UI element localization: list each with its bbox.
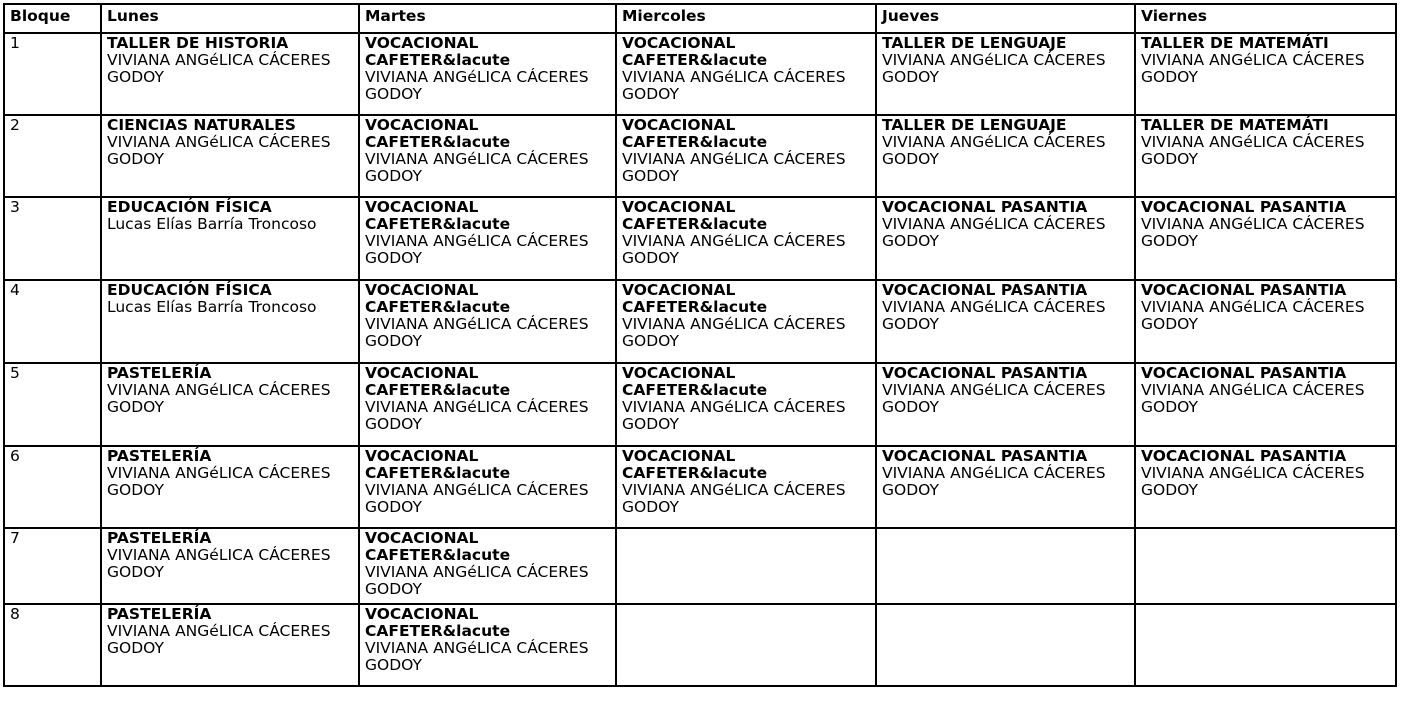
- schedule-cell: [876, 446, 1135, 528]
- header-jueves: Jueves: [876, 4, 1135, 33]
- schedule-cell: [616, 280, 876, 363]
- subject-name: PASTELERÍA: [107, 605, 212, 623]
- subject-name: VOCACIONAL CAFETER&lacute: [365, 447, 511, 482]
- schedule-cell: [616, 33, 876, 115]
- schedule-cell: [359, 604, 616, 686]
- teacher-name: VIVIANA ANGéLICA CÁCERES GODOY: [365, 639, 589, 674]
- schedule-cell: [876, 280, 1135, 363]
- subject-name: VOCACIONAL PASANTIA: [882, 281, 1088, 299]
- subject-name: PASTELERÍA: [107, 447, 212, 465]
- bloque-cell: 6: [4, 446, 101, 528]
- schedule-cell: [616, 528, 876, 604]
- subject-name: PASTELERÍA: [107, 529, 212, 547]
- schedule-cell: [359, 197, 616, 280]
- schedule-cell: [101, 363, 359, 446]
- subject-name: PASTELERÍA: [107, 364, 212, 382]
- bloque-cell: 8: [4, 604, 101, 686]
- teacher-name: Lucas Elías Barría Troncoso: [107, 215, 317, 233]
- schedule-body: [4, 33, 1396, 686]
- schedule-cell: [359, 446, 616, 528]
- subject-name: TALLER DE LENGUAJE: [882, 116, 1067, 134]
- header-row: [4, 4, 1396, 33]
- teacher-name: VIVIANA ANGéLICA CÁCERES GODOY: [882, 298, 1106, 333]
- subject-name: VOCACIONAL CAFETER&lacute: [365, 529, 511, 564]
- subject-name: VOCACIONAL PASANTIA: [882, 198, 1088, 216]
- schedule-cell: [359, 528, 616, 604]
- header-martes: Martes: [359, 4, 616, 33]
- teacher-name: VIVIANA ANGéLICA CÁCERES GODOY: [1141, 464, 1365, 499]
- teacher-name: VIVIANA ANGéLICA CÁCERES GODOY: [622, 481, 846, 516]
- subject-name: VOCACIONAL CAFETER&lacute: [365, 281, 511, 316]
- bloque-cell: 7: [4, 528, 101, 604]
- subject-name: VOCACIONAL CAFETER&lacute: [622, 364, 768, 399]
- schedule-cell: [101, 33, 359, 115]
- subject-name: VOCACIONAL PASANTIA: [1141, 364, 1347, 382]
- teacher-name: VIVIANA ANGéLICA CÁCERES GODOY: [622, 315, 846, 350]
- subject-name: EDUCACIÓN FÍSICA: [107, 281, 272, 299]
- schedule-cell: [359, 363, 616, 446]
- table-row: [4, 197, 1396, 280]
- teacher-name: VIVIANA ANGéLICA CÁCERES GODOY: [622, 150, 846, 185]
- header-lunes: Lunes: [101, 4, 359, 33]
- schedule-cell: [1135, 528, 1396, 604]
- teacher-name: VIVIANA ANGéLICA CÁCERES GODOY: [365, 315, 589, 350]
- schedule-cell: [616, 115, 876, 197]
- table-row: [4, 446, 1396, 528]
- teacher-name: VIVIANA ANGéLICA CÁCERES GODOY: [107, 133, 331, 168]
- teacher-name: VIVIANA ANGéLICA CÁCERES GODOY: [622, 232, 846, 267]
- bloque-cell: 2: [4, 115, 101, 197]
- schedule-cell: [101, 115, 359, 197]
- schedule-table: [3, 3, 1397, 687]
- teacher-name: VIVIANA ANGéLICA CÁCERES GODOY: [107, 546, 331, 581]
- schedule-cell: [876, 528, 1135, 604]
- subject-name: VOCACIONAL PASANTIA: [882, 364, 1088, 382]
- teacher-name: VIVIANA ANGéLICA CÁCERES GODOY: [882, 133, 1106, 168]
- bloque-cell: 4: [4, 280, 101, 363]
- subject-name: VOCACIONAL PASANTIA: [1141, 447, 1347, 465]
- schedule-cell: [101, 197, 359, 280]
- schedule-cell: [359, 115, 616, 197]
- subject-name: EDUCACIÓN FÍSICA: [107, 198, 272, 216]
- subject-name: VOCACIONAL CAFETER&lacute: [365, 116, 511, 151]
- table-row: [4, 33, 1396, 115]
- bloque-cell: 1: [4, 33, 101, 115]
- subject-name: VOCACIONAL PASANTIA: [1141, 198, 1347, 216]
- teacher-name: VIVIANA ANGéLICA CÁCERES GODOY: [365, 398, 589, 433]
- schedule-cell: [876, 363, 1135, 446]
- subject-name: CIENCIAS NATURALES: [107, 116, 296, 134]
- teacher-name: VIVIANA ANGéLICA CÁCERES GODOY: [882, 51, 1106, 86]
- teacher-name: VIVIANA ANGéLICA CÁCERES GODOY: [622, 398, 846, 433]
- subject-name: VOCACIONAL CAFETER&lacute: [622, 447, 768, 482]
- teacher-name: VIVIANA ANGéLICA CÁCERES GODOY: [1141, 133, 1365, 168]
- header-bloque: Bloque: [4, 4, 101, 33]
- subject-name: VOCACIONAL CAFETER&lacute: [622, 281, 768, 316]
- teacher-name: VIVIANA ANGéLICA CÁCERES GODOY: [365, 481, 589, 516]
- schedule-cell: [1135, 604, 1396, 686]
- schedule-cell: [616, 604, 876, 686]
- subject-name: VOCACIONAL CAFETER&lacute: [365, 605, 511, 640]
- teacher-name: VIVIANA ANGéLICA CÁCERES GODOY: [365, 232, 589, 267]
- bloque-cell: 3: [4, 197, 101, 280]
- schedule-cell: [876, 197, 1135, 280]
- teacher-name: VIVIANA ANGéLICA CÁCERES GODOY: [365, 68, 589, 103]
- table-row: [4, 528, 1396, 604]
- schedule-cell: [616, 363, 876, 446]
- teacher-name: VIVIANA ANGéLICA CÁCERES GODOY: [107, 381, 331, 416]
- schedule-cell: [359, 280, 616, 363]
- schedule-cell: [101, 446, 359, 528]
- teacher-name: VIVIANA ANGéLICA CÁCERES GODOY: [107, 622, 331, 657]
- schedule-cell: [359, 33, 616, 115]
- table-row: [4, 280, 1396, 363]
- schedule-cell: [1135, 363, 1396, 446]
- subject-name: TALLER DE MATEMÁTI: [1141, 34, 1329, 52]
- teacher-name: VIVIANA ANGéLICA CÁCERES GODOY: [882, 381, 1106, 416]
- header-miercoles: Miercoles: [616, 4, 876, 33]
- table-row: [4, 604, 1396, 686]
- teacher-name: VIVIANA ANGéLICA CÁCERES GODOY: [1141, 51, 1365, 86]
- subject-name: VOCACIONAL CAFETER&lacute: [622, 34, 768, 69]
- schedule-cell: [876, 115, 1135, 197]
- subject-name: VOCACIONAL CAFETER&lacute: [622, 116, 768, 151]
- bloque-cell: 5: [4, 363, 101, 446]
- subject-name: VOCACIONAL PASANTIA: [1141, 281, 1347, 299]
- table-row: [4, 363, 1396, 446]
- teacher-name: VIVIANA ANGéLICA CÁCERES GODOY: [882, 215, 1106, 250]
- subject-name: VOCACIONAL CAFETER&lacute: [365, 364, 511, 399]
- teacher-name: VIVIANA ANGéLICA CÁCERES GODOY: [107, 464, 331, 499]
- teacher-name: VIVIANA ANGéLICA CÁCERES GODOY: [882, 464, 1106, 499]
- schedule-cell: [101, 528, 359, 604]
- schedule-cell: [1135, 446, 1396, 528]
- subject-name: TALLER DE HISTORIA: [107, 34, 289, 52]
- schedule-cell: [1135, 115, 1396, 197]
- schedule-cell: [101, 280, 359, 363]
- teacher-name: VIVIANA ANGéLICA CÁCERES GODOY: [1141, 215, 1365, 250]
- subject-name: TALLER DE MATEMÁTI: [1141, 116, 1329, 134]
- teacher-name: VIVIANA ANGéLICA CÁCERES GODOY: [1141, 298, 1365, 333]
- teacher-name: VIVIANA ANGéLICA CÁCERES GODOY: [365, 150, 589, 185]
- teacher-name: Lucas Elías Barría Troncoso: [107, 298, 317, 316]
- subject-name: VOCACIONAL CAFETER&lacute: [365, 34, 511, 69]
- subject-name: VOCACIONAL CAFETER&lacute: [365, 198, 511, 233]
- schedule-cell: [616, 446, 876, 528]
- schedule-cell: [876, 604, 1135, 686]
- teacher-name: VIVIANA ANGéLICA CÁCERES GODOY: [622, 68, 846, 103]
- schedule-cell: [101, 604, 359, 686]
- schedule-cell: [1135, 197, 1396, 280]
- subject-name: TALLER DE LENGUAJE: [882, 34, 1067, 52]
- header-viernes: Viernes: [1135, 4, 1396, 33]
- teacher-name: VIVIANA ANGéLICA CÁCERES GODOY: [365, 563, 589, 598]
- schedule-cell: [1135, 33, 1396, 115]
- subject-name: VOCACIONAL CAFETER&lacute: [622, 198, 768, 233]
- schedule-cell: [876, 33, 1135, 115]
- schedule-cell: [616, 197, 876, 280]
- table-row: [4, 115, 1396, 197]
- teacher-name: VIVIANA ANGéLICA CÁCERES GODOY: [107, 51, 331, 86]
- schedule-cell: [1135, 280, 1396, 363]
- teacher-name: VIVIANA ANGéLICA CÁCERES GODOY: [1141, 381, 1365, 416]
- subject-name: VOCACIONAL PASANTIA: [882, 447, 1088, 465]
